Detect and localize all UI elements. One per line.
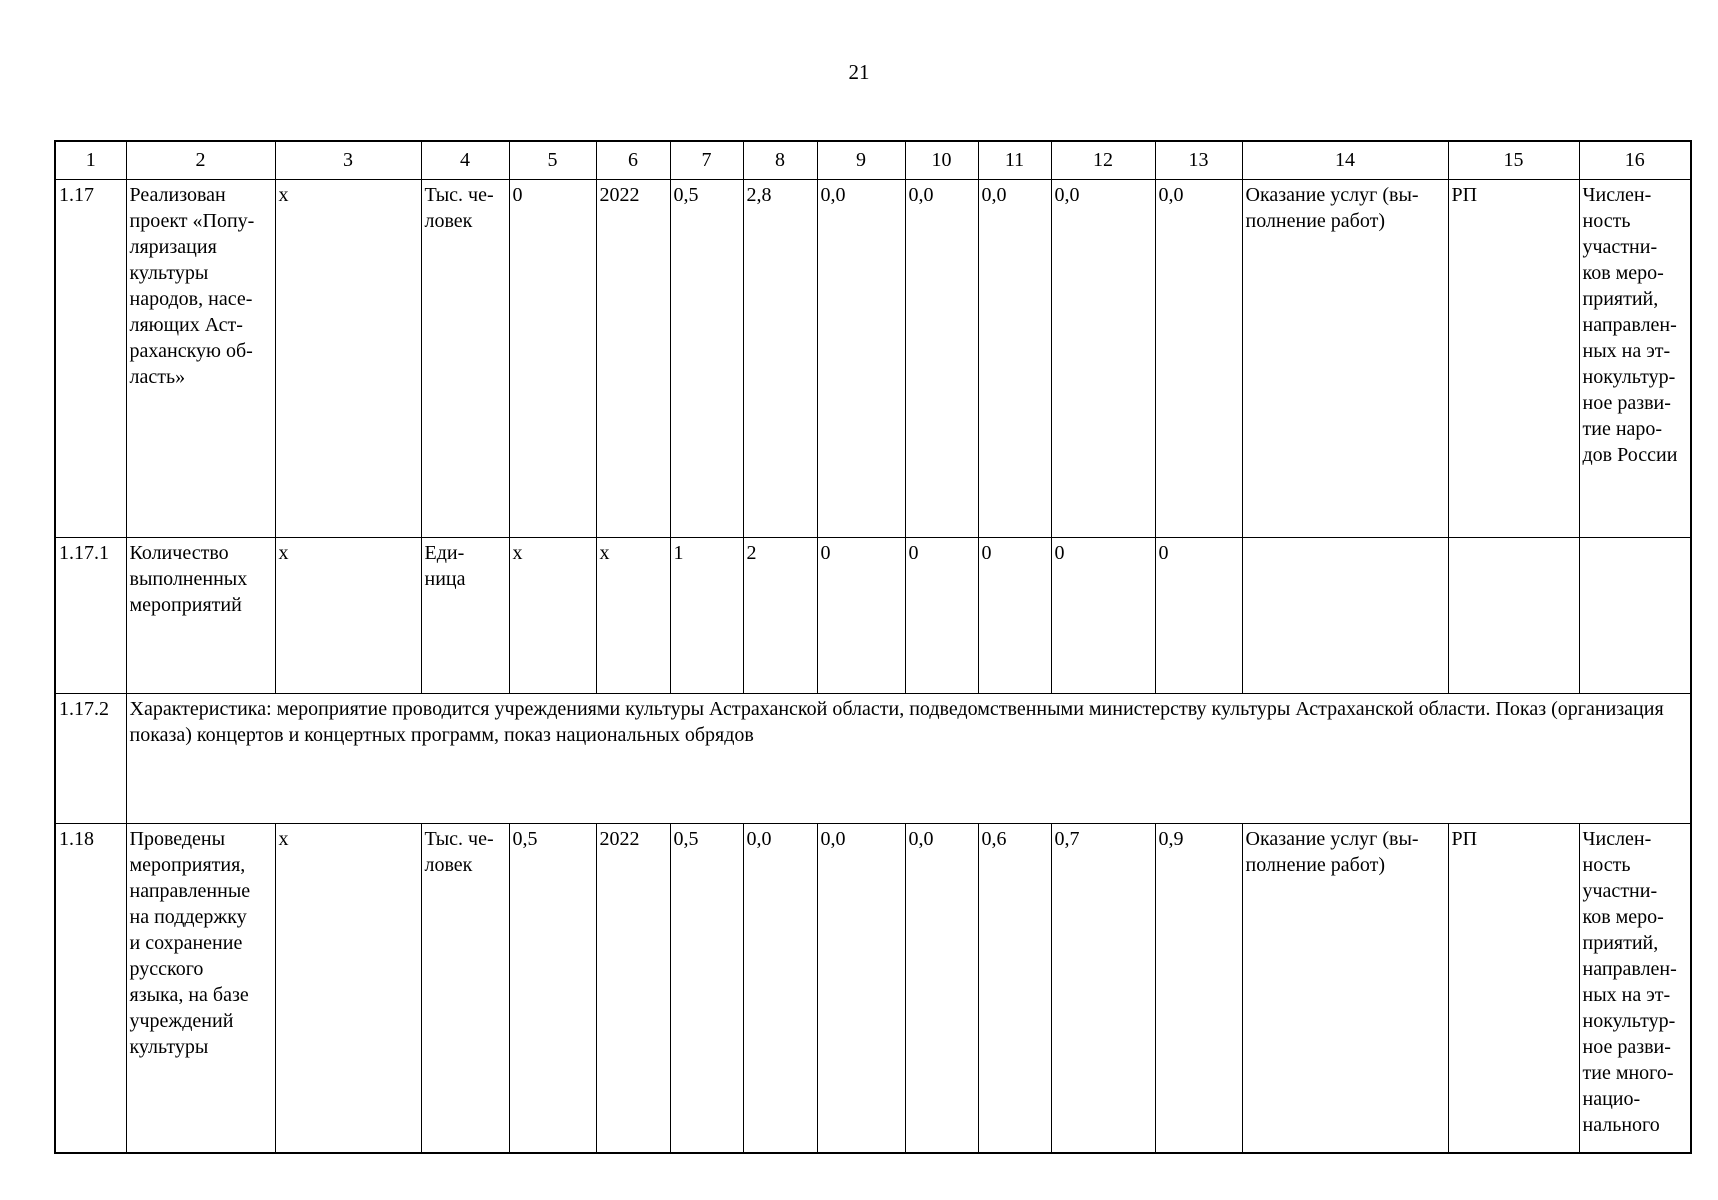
table-row-1-17-2 <box>55 693 1691 823</box>
table-cell: х <box>509 537 596 693</box>
table-cell: х <box>275 823 421 1153</box>
header-cell: 13 <box>1155 141 1242 179</box>
header-cell: 16 <box>1579 141 1691 179</box>
table-cell: 0,5 <box>509 823 596 1153</box>
row-id: 1.18 <box>55 823 126 1153</box>
header-cell: 7 <box>670 141 743 179</box>
table-cell: 0 <box>978 537 1051 693</box>
table-cell: х <box>275 537 421 693</box>
header-cell: 4 <box>421 141 509 179</box>
table-cell: 0,0 <box>1051 179 1155 537</box>
table-cell: 0 <box>1051 537 1155 693</box>
header-cell: 3 <box>275 141 421 179</box>
table-cell: х <box>275 179 421 537</box>
unit-cell: Тыс. че- ловек <box>421 179 509 537</box>
row-name: Количество выполненных мероприятий <box>126 537 275 693</box>
header-cell: 9 <box>817 141 905 179</box>
table-cell: 0,0 <box>905 179 978 537</box>
table-cell <box>1448 537 1579 693</box>
row-name: Реализован проект «Попу- ляризация культуры народов, насе- ляющих Аст- раханскую об- ласть» <box>126 179 275 537</box>
table-row-1-18 <box>55 823 1691 1153</box>
page-number: 21 <box>848 60 870 84</box>
table-cell: 0 <box>817 537 905 693</box>
table-cell: 0,9 <box>1155 823 1242 1153</box>
table-cell: 0,7 <box>1051 823 1155 1153</box>
characteristic-text: Характеристика: мероприятие проводится учреждениями культуры Астраханской области, подведомственными министерству культуры Астраханской области. Показ (организация показа) концертов и концертных программ, показ национальных обрядов <box>126 693 1691 823</box>
table-cell: 0,5 <box>670 823 743 1153</box>
table-row-1-17 <box>55 179 1691 537</box>
table-cell: РП <box>1448 179 1579 537</box>
table-cell: 0 <box>509 179 596 537</box>
table-cell <box>1579 537 1691 693</box>
table-cell: 2022 <box>596 179 670 537</box>
unit-cell: Тыс. че- ловек <box>421 823 509 1153</box>
table-cell: Числен- ность участни- ков меро- приятий, направлен- ных на эт- нокультур- ное разви- тие наро- дов России <box>1579 179 1691 537</box>
header-cell: 15 <box>1448 141 1579 179</box>
header-row <box>55 141 1691 179</box>
table-cell <box>1242 537 1448 693</box>
indicators-table <box>54 140 1692 1154</box>
table-cell: Оказание услуг (вы- полнение работ) <box>1242 823 1448 1153</box>
table-cell: РП <box>1448 823 1579 1153</box>
row-id: 1.17.2 <box>55 693 126 823</box>
row-name: Проведены мероприятия, направленные на поддержку и сохранение русского языка, на базе учреждений культуры <box>126 823 275 1153</box>
header-cell: 10 <box>905 141 978 179</box>
header-cell: 14 <box>1242 141 1448 179</box>
table-cell: Оказание услуг (вы- полнение работ) <box>1242 179 1448 537</box>
header-cell: 8 <box>743 141 817 179</box>
header-cell: 2 <box>126 141 275 179</box>
table-cell: 1 <box>670 537 743 693</box>
header-cell: 5 <box>509 141 596 179</box>
header-cell: 1 <box>55 141 126 179</box>
table-cell: 0 <box>1155 537 1242 693</box>
table-cell: 0,5 <box>670 179 743 537</box>
table-cell: 0,6 <box>978 823 1051 1153</box>
unit-cell: Еди- ница <box>421 537 509 693</box>
row-id: 1.17.1 <box>55 537 126 693</box>
table-cell: 0,0 <box>905 823 978 1153</box>
table-cell: 0,0 <box>978 179 1051 537</box>
table-cell: 0,0 <box>1155 179 1242 537</box>
table-cell: 2 <box>743 537 817 693</box>
table-cell: 2022 <box>596 823 670 1153</box>
table-cell: 0,0 <box>743 823 817 1153</box>
header-cell: 6 <box>596 141 670 179</box>
table-cell: 0,0 <box>817 179 905 537</box>
table-cell: 0 <box>905 537 978 693</box>
table-cell: Числен- ность участни- ков меро- приятий, направлен- ных на эт- нокультур- ное разви- тие много- нацио- нального <box>1579 823 1691 1153</box>
header-cell: 12 <box>1051 141 1155 179</box>
table-cell: х <box>596 537 670 693</box>
header-cell: 11 <box>978 141 1051 179</box>
table-cell: 2,8 <box>743 179 817 537</box>
table-cell: 0,0 <box>817 823 905 1153</box>
row-id: 1.17 <box>55 179 126 537</box>
table-row-1-17-1 <box>55 537 1691 693</box>
